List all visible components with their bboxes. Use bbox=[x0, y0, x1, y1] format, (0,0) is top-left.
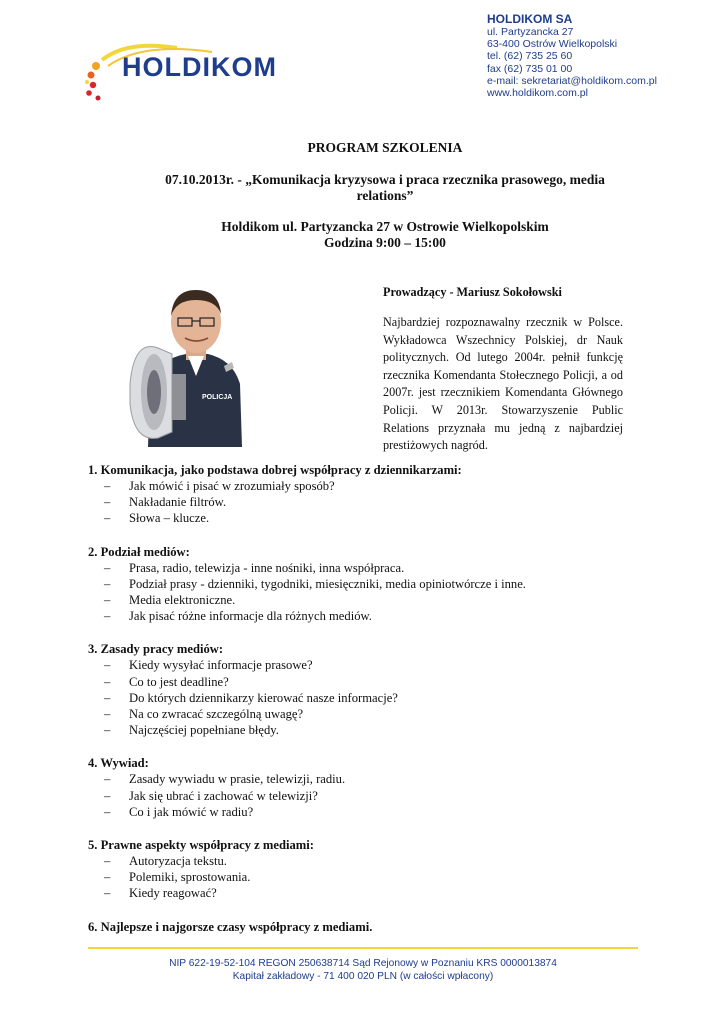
section-title: 5. Prawne aspekty współpracy z mediami: bbox=[88, 838, 314, 853]
program-section bbox=[88, 755, 648, 820]
list-item-text: Kiedy wysyłać informacje prasowe? bbox=[129, 658, 313, 673]
list-item-text: Nakładanie filtrów. bbox=[129, 495, 227, 510]
section-title: 6. Najlepsze i najgorsze czasy współpracy z mediami. bbox=[88, 919, 373, 934]
program-sections bbox=[88, 462, 648, 952]
program-section bbox=[88, 641, 648, 738]
dash-bullet: – bbox=[104, 707, 111, 722]
footer-registration: NIP 622-19-52-104 REGON 250638714 Sąd Rejonowy w Poznaniu KRS 0000013874 bbox=[169, 958, 557, 969]
list-item bbox=[88, 706, 648, 722]
section-title: 2. Podział mediów: bbox=[88, 544, 190, 559]
dash-bullet: – bbox=[104, 560, 111, 575]
company-logo bbox=[82, 38, 322, 110]
list-item bbox=[88, 804, 648, 820]
subtitle-line-2: relations” bbox=[356, 188, 414, 203]
list-item-text: Słowa – klucze. bbox=[129, 511, 210, 526]
list-item bbox=[88, 592, 648, 608]
training-location bbox=[90, 219, 680, 251]
dash-bullet: – bbox=[104, 854, 111, 869]
list-item bbox=[88, 722, 648, 738]
company-name: HOLDIKOM SA bbox=[487, 12, 573, 26]
section-list bbox=[88, 853, 648, 902]
list-item bbox=[88, 788, 648, 804]
lecturer-bio bbox=[383, 285, 623, 455]
uniform-label: POLICJA bbox=[202, 394, 233, 401]
list-item-text: Na co zwracać szczególną uwagę? bbox=[129, 707, 304, 722]
list-item-text: Co to jest deadline? bbox=[129, 674, 229, 689]
section-title: 3. Zasady pracy mediów: bbox=[88, 642, 224, 657]
list-item-text: Najczęściej popełniane błędy. bbox=[129, 723, 279, 738]
section-list bbox=[88, 478, 648, 527]
dash-bullet: – bbox=[104, 886, 111, 901]
footer-capital: Kapitał zakładowy - 71 400 020 PLN (w całości wpłacony) bbox=[232, 971, 494, 982]
section-title: 1. Komunikacja, jako podstawa dobrej współpracy z dziennikarzami: bbox=[88, 463, 462, 477]
program-section bbox=[88, 919, 648, 935]
list-item-text: Zasady wywiadu w prasie, telewizji, radiu. bbox=[129, 772, 346, 787]
list-item-text: Autoryzacja tekstu. bbox=[129, 854, 227, 869]
dash-bullet: – bbox=[104, 723, 111, 738]
logo-wordmark: HOLDIKOM bbox=[122, 52, 277, 82]
dash-bullet: – bbox=[104, 576, 111, 591]
list-item-text: Media elektroniczne. bbox=[129, 593, 236, 608]
training-subtitle bbox=[90, 172, 680, 204]
section-list bbox=[88, 560, 648, 625]
company-website[interactable]: www.holdikom.com.pl bbox=[487, 87, 588, 100]
dash-bullet: – bbox=[104, 870, 111, 885]
list-item bbox=[88, 853, 648, 869]
section-list bbox=[88, 771, 648, 820]
list-item-text: Jak pisać różne informacje dla różnych mediów. bbox=[129, 609, 372, 624]
list-item bbox=[88, 690, 648, 706]
dash-bullet: – bbox=[104, 674, 111, 689]
list-item bbox=[88, 608, 648, 624]
lecturer-description: Najbardziej rozpoznawalny rzecznik w Polsce. Wykładowca Wszechnicy Polskiej, dr Nauk politycznych. Od lutego 2004r. pełnił funkcję rzecznika Komendanta Stołecznego Policji, a od 2007r. jest rzecznikiem Komendanta Głównego Policji. W 2013r. Stowarzyszenie Public Relations przyznała mu jedną z najbardziej prestiżowych nagród. bbox=[383, 315, 623, 453]
list-item bbox=[88, 771, 648, 787]
dash-bullet: – bbox=[104, 495, 111, 510]
program-section bbox=[88, 462, 648, 527]
list-item bbox=[88, 576, 648, 592]
company-city: 63-400 Ostrów Wielkopolski bbox=[487, 38, 618, 51]
company-tel: tel. (62) 735 25 60 bbox=[487, 50, 573, 63]
list-item-text: Prasa, radio, telewizja - inne nośniki, inna współpraca. bbox=[129, 560, 405, 575]
list-item bbox=[88, 674, 648, 690]
list-item bbox=[88, 478, 648, 494]
list-item-text: Podział prasy - dzienniki, tygodniki, miesięczniki, media opiniotwórcze i inne. bbox=[129, 576, 526, 591]
list-item bbox=[88, 560, 648, 576]
company-info bbox=[487, 12, 657, 99]
list-item-text: Jak się ubrać i zachować w telewizji? bbox=[129, 788, 318, 803]
lecturer-photo bbox=[128, 284, 248, 447]
dash-bullet: – bbox=[104, 609, 111, 624]
list-item bbox=[88, 494, 648, 510]
dash-bullet: – bbox=[104, 658, 111, 673]
dash-bullet: – bbox=[104, 804, 111, 819]
subtitle-line-1: 07.10.2013r. - „Komunikacja kryzysowa i praca rzecznika prasowego, media bbox=[165, 172, 605, 187]
list-item-text: Jak mówić i pisać w zrozumiały sposób? bbox=[129, 479, 335, 493]
list-item-text: Polemiki, sprostowania. bbox=[129, 870, 251, 885]
page-title: PROGRAM SZKOLENIA bbox=[307, 140, 463, 155]
list-item-text: Co i jak mówić w radiu? bbox=[129, 804, 254, 819]
dash-bullet: – bbox=[104, 788, 111, 803]
company-email[interactable]: e-mail: sekretariat@holdikom.com.pl bbox=[487, 74, 657, 87]
list-item bbox=[88, 885, 648, 901]
lecturer-heading: Prowadzący - Mariusz Sokołowski bbox=[383, 285, 562, 299]
company-fax: fax (62) 735 01 00 bbox=[487, 62, 573, 75]
dash-bullet: – bbox=[104, 772, 111, 787]
list-item-text: Kiedy reagować? bbox=[129, 886, 217, 901]
program-section bbox=[88, 544, 648, 625]
dash-bullet: – bbox=[104, 593, 111, 608]
list-item-text: Do których dziennikarzy kierować nasze informacje? bbox=[129, 690, 398, 705]
location-text: Holdikom ul. Partyzancka 27 w Ostrowie Wielkopolskim bbox=[221, 219, 549, 234]
section-title: 4. Wywiad: bbox=[88, 756, 149, 771]
footer-divider bbox=[88, 947, 638, 949]
section-list bbox=[88, 657, 648, 738]
dash-bullet: – bbox=[104, 511, 111, 526]
hours-text: Godzina 9:00 – 15:00 bbox=[324, 235, 446, 250]
list-item bbox=[88, 657, 648, 673]
dash-bullet: – bbox=[104, 690, 111, 705]
list-item bbox=[88, 510, 648, 526]
program-section bbox=[88, 837, 648, 902]
footer bbox=[88, 957, 638, 983]
company-street: ul. Partyzancka 27 bbox=[487, 26, 574, 38]
dash-bullet: – bbox=[104, 479, 111, 493]
list-item bbox=[88, 869, 648, 885]
